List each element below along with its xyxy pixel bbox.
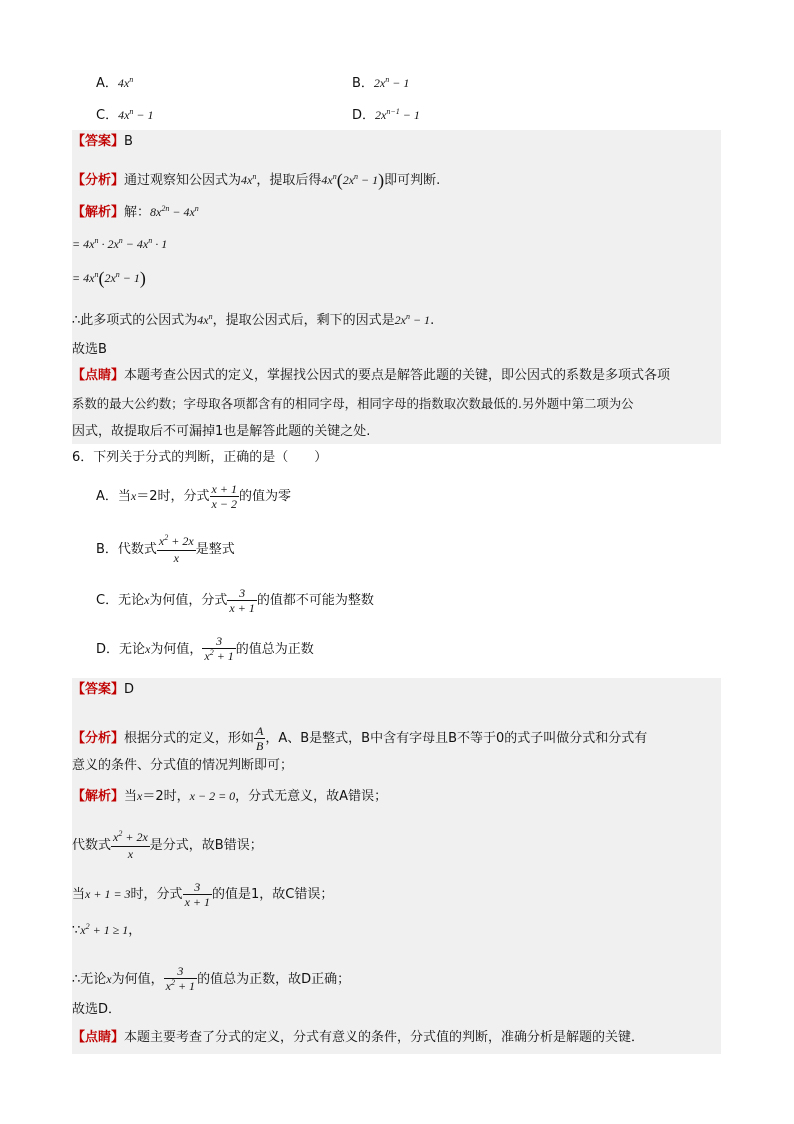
q5-analysis: 【分析】通过观察知公因式为$4x^n$，提取后得$4x^n(2x^n - 1)$即可判断. [72, 170, 441, 190]
q6-option-d: D．无论x为何值， $\frac{3}{x^2 + 1}$ 的值总为正数 [96, 634, 314, 663]
q6-solution-2: 代数式 $\frac{x^2 + 2x}{x}$ 是分式，故B错误； [72, 829, 263, 861]
q5-comment-1: 【点睛】本题考查公因式的定义，掌握找公因式的要点是解答此题的关键，即公因式的系数是多项式各项 [72, 368, 671, 383]
q6-option-b: B．代数式 $\frac{x^2 + 2x}{x}$ 是整式 [96, 533, 235, 565]
q6-analysis-2: 意义的条件、分式值的情况判断即可； [72, 758, 294, 773]
q5-step-1: = $4x^n \cdot 2x^n - 4x^n \cdot 1$ [72, 236, 168, 251]
q6-stem: 6．下列关于分式的判断，正确的是（ ） [72, 450, 328, 465]
math-4xn: $4x^n$ [117, 75, 134, 90]
q6-option-a: A．当x＝2时，分式 $\frac{x + 1}{x - 2}$ 的值为零 [96, 482, 291, 511]
q6-solution-4: $\because x^2 + 1 \ge 1$， [72, 922, 142, 938]
q5-option-d: D．$2x^{n-1} - 1$ [352, 107, 420, 123]
q5-step-2: = $4x^n(2x^n - 1)$ [72, 268, 146, 288]
q6-choose: 故选D． [72, 1002, 122, 1017]
frac-3-over-x1: $\frac{3}{x + 1}$ [229, 586, 255, 615]
math-2xn-minus-1: $2x^n - 1$ [373, 75, 410, 90]
math-4xn-minus-1: $4x^n - 1$ [118, 107, 154, 122]
q5-solution: 【解析】解：$8x^{2n} - 4x^n$ [72, 204, 199, 220]
q6-answer: 【答案】D [72, 682, 135, 697]
q6-option-c: C．无论x为何值，分式 $\frac{3}{x + 1}$ 的值都不可能为整数 [96, 586, 374, 615]
q5-conclusion: ∴此多项式的公因式为$4x^n$，提取公因式后，剩下的因式是$2x^n - 1$. [72, 312, 435, 328]
q6-solution-3: 当x + 1 = 3时，分式 $\frac{3}{x + 1}$ 的值是1，故C错误； [72, 880, 334, 909]
frac-x2-2x-over-x: $\frac{x^2 + 2x}{x}$ [158, 533, 194, 565]
q6-solution-5: ∴无论x为何值， $\frac{3}{x^2 + 1}$ 的值总为正数，故D正确； [72, 964, 351, 993]
math-2xn1-minus-1: $2x^{n-1} - 1$ [375, 107, 420, 122]
q5-comment-3: 因式，故提取后不可漏掉1也是解答此题的关键之处. [72, 424, 371, 439]
frac-3-over-x2-1: $\frac{3}{x^2 + 1}$ [204, 634, 234, 663]
q5-answer: 【答案】B [72, 134, 133, 149]
q5-option-b: B．$2x^n - 1$ [352, 75, 410, 91]
q5-comment-2: 系数的最大公约数；字母取各项都含有的相同字母，相同字母的指数取次数最低的.另外题中第二项为公 [72, 396, 634, 411]
frac-x1-over-x2: $\frac{x + 1}{x - 2}$ [211, 482, 237, 511]
q6-solution-1: 【解析】当x＝2时，x − 2 = 0，分式无意义，故A错误； [72, 789, 388, 804]
q5-option-c: C．$4x^n - 1$ [96, 107, 154, 123]
q6-analysis: 【分析】根据分式的定义，形如 $\frac{A}{B}$ ，A、B是整式，B中含有字母且B不等于0的式子叫做分式和分式有 [72, 724, 648, 753]
q5-option-a: A．$4x^n$ [96, 75, 134, 91]
q6-comment: 【点睛】本题主要考查了分式的定义，分式有意义的条件，分式值的判断，准确分析是解题的关键． [72, 1030, 645, 1045]
q5-choose: 故选B [72, 342, 107, 357]
frac-a-over-b: $\frac{A}{B}$ [256, 724, 264, 753]
